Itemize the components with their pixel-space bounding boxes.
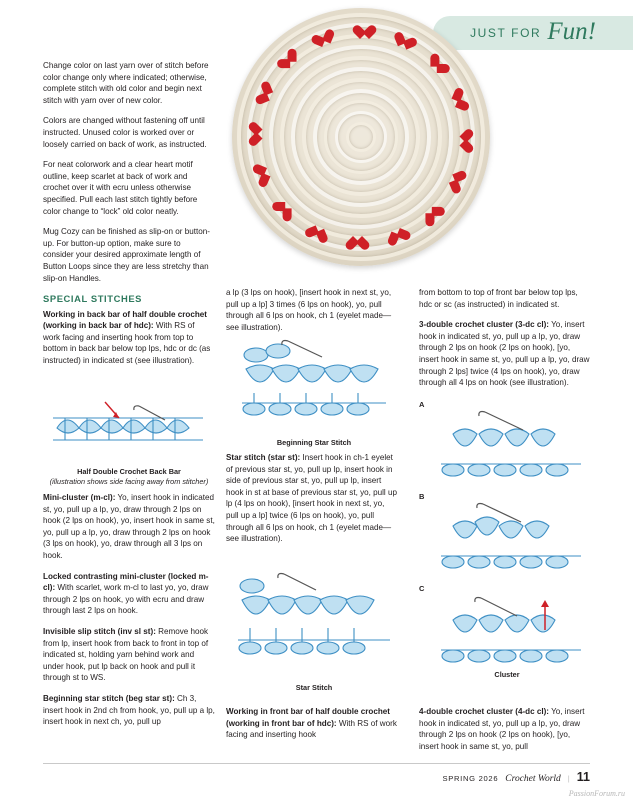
stitch-invisible-slip bbox=[43, 626, 215, 684]
heart-motif bbox=[391, 224, 412, 244]
stitch-locked-mini-cluster-title: Locked contrasting mini-cluster (locked m-cl): bbox=[43, 571, 209, 593]
stitch-4dc-cluster bbox=[419, 706, 591, 752]
heart-motif bbox=[276, 53, 298, 75]
footer-separator: | bbox=[567, 774, 570, 783]
crochet-hook-glyph bbox=[479, 412, 523, 431]
heart-motif bbox=[276, 200, 298, 222]
figure-hdc-caption-main: Half Double Crochet Back Bar bbox=[77, 467, 181, 476]
heart-motif-ring bbox=[232, 8, 490, 266]
figure-star-caption: Star Stitch bbox=[295, 683, 333, 692]
heart-motif bbox=[391, 31, 412, 51]
col1-para-2: Colors are changed without fastening off until instructed. Unused color is worked over or loosely carried on back of work, as instructed. bbox=[43, 116, 207, 149]
page-number: 11 bbox=[576, 770, 590, 784]
footer-magazine-title: Crochet World bbox=[505, 774, 561, 784]
stitch-mini-cluster bbox=[43, 492, 215, 562]
figure-hdc-caption-sub: (illustration shows side facing away from stitcher) bbox=[49, 476, 209, 486]
stitch-beg-star bbox=[43, 693, 215, 728]
heart-motif bbox=[255, 167, 275, 188]
stitch-4dc-cluster-title: 4-double crochet cluster (4-dc cl): bbox=[419, 707, 549, 716]
stitch-beg-star-body: Ch 3, insert hook in 2nd ch from hook, yo, pull up a lp, insert hook in next ch, yo, pull up bbox=[43, 693, 215, 727]
col3-para-1: from bottom to top of front bar below top lps, hdc or sc (as instructed) in indicated st. bbox=[419, 288, 578, 309]
footer-divider bbox=[43, 763, 590, 764]
crochet-hook-glyph bbox=[475, 598, 517, 617]
stitch-hdc-backbar bbox=[43, 309, 213, 367]
stitch-hdc-backbar-title: Working in back bar of half double crochet (working in back bar of hdc): bbox=[43, 309, 207, 331]
col2-para-1: a lp (3 lps on hook), [insert hook in next st, yo, pull up a lp] 3 times (6 lps on hook), yo, pull through all 6 lps on hook, ch 1 (eyelet made—see illustration). bbox=[226, 288, 392, 332]
figure-star-stitch bbox=[226, 568, 402, 692]
stitch-star-title: Star stitch (star st): bbox=[226, 453, 301, 462]
stitch-front-bar-hdc-title: Working in front bar of half double crochet (working in front bar of hdc): bbox=[226, 707, 390, 728]
stitch-mini-cluster-body: Yo, insert hook in indicated st, yo, pull up a lp, yo, draw through 2 lps on hook (2 lps on hook), yo, insert hook in same st, yo, pull up a lp, yo, draw through 2 lps on hook (3 lps on hook), yo, draw through all 3 lps on hook. bbox=[43, 493, 215, 560]
footer-issue: SPRING 2026 bbox=[442, 774, 499, 783]
column-left-lower bbox=[43, 492, 215, 737]
cluster-step-b-illustration bbox=[425, 500, 595, 574]
stitch-3dc-cluster bbox=[419, 319, 591, 389]
col1-para-1: Change color on last yarn over of stitch before color change only where indicated; otherwise, complete stitch with old color and begin next stitch with yarn over of new color. bbox=[43, 61, 209, 105]
stitch-invisible-slip-body: Remove hook from lp, insert hook from back to front in top of indicated st, holding yarn behind work and under hook, put lp back on hook and pull it through st to WS. bbox=[43, 626, 209, 683]
figure-beginning-star-stitch bbox=[226, 335, 402, 447]
heart-motif bbox=[353, 26, 369, 41]
heart-motif bbox=[424, 53, 446, 75]
banner-word: Fun! bbox=[547, 17, 596, 45]
stitch-locked-mini-cluster-body: With scarlet, work m-cl to last yo, yo, draw through 2 lps on hook, yo with ecru and draw through last 2 lps on hook. bbox=[43, 583, 209, 616]
stitch-3dc-cluster-body: Yo, insert hook in indicated st, yo, pull up a lp, yo, draw through 2 lps on hook (2 lps on hook), [yo, insert hook in same st, yo, pull up a lp, yo, draw through 2 lps] twice (4 lps on hook), yo, draw through all 4 lps on hook (see illustration). bbox=[419, 320, 590, 388]
heart-motif bbox=[255, 87, 275, 108]
stitch-mini-cluster-title: Mini-cluster (m-cl): bbox=[43, 493, 116, 502]
figure-hdc-caption bbox=[43, 467, 215, 486]
stitch-front-bar-hdc bbox=[226, 706, 398, 741]
heart-motif bbox=[250, 130, 265, 146]
crochet-hook-glyph bbox=[278, 574, 316, 591]
figure-cluster bbox=[419, 400, 595, 682]
banner-kicker: JUST FOR bbox=[470, 26, 542, 40]
cluster-step-a-illustration bbox=[425, 408, 595, 482]
column-middle-bottom bbox=[226, 706, 398, 750]
stitch-hdc-backbar-body: With RS of work facing and inserting hook from top to bottom in back bar below top lps, hdc or dc (as instructed) in indicated st (see illustration). bbox=[43, 321, 211, 366]
heart-motif bbox=[311, 31, 332, 51]
beginning-star-stitch-illustration bbox=[226, 335, 402, 431]
project-photo bbox=[232, 8, 494, 270]
star-stitch-illustration bbox=[226, 568, 402, 676]
stitch-star-body: Insert hook in ch-1 eyelet of previous star st, yo, pull up lp, insert hook in side of previous star st, yo, pull up lp, insert hook in st at base of previous star st, yo, pull up lp (4 lps on hook), [insert hook in next st, yo, pull up a lp] twice (6 lps on hook), yo, pull through all 6 lps on hook, ch 1 (eyelet made—see illustration). bbox=[226, 453, 397, 544]
stitch-invisible-slip-title: Invisible slip stitch (inv sl st): bbox=[43, 626, 156, 636]
page-footer bbox=[442, 770, 590, 784]
figure-hdc-back-bar bbox=[43, 398, 215, 486]
stitch-locked-mini-cluster bbox=[43, 571, 215, 617]
heart-motif bbox=[353, 234, 369, 249]
figure-beg-star-caption: Beginning Star Stitch bbox=[276, 438, 352, 447]
heart-motif bbox=[447, 87, 467, 108]
heart-motif bbox=[447, 167, 467, 188]
column-right-bottom bbox=[419, 706, 591, 761]
figure-cluster-label-a: A bbox=[419, 400, 425, 409]
hdc-back-bar-illustration bbox=[43, 398, 215, 460]
watermark: PassionForum.ru bbox=[568, 789, 625, 798]
cluster-step-c-illustration bbox=[425, 592, 595, 668]
heart-motif bbox=[311, 224, 332, 244]
stitch-front-bar-hdc-body: With RS of work facing and inserting hook bbox=[226, 718, 397, 740]
column-middle-lower bbox=[226, 452, 398, 554]
col1-para-3: For neat colorwork and a clear heart motif outline, keep scarlet at back of work and crochet over it with ecru unless otherwise specified. Pull each last stitch tightly before color change to “lock” old color neatly. bbox=[43, 160, 198, 216]
stitch-star bbox=[226, 452, 398, 545]
column-left bbox=[43, 60, 213, 376]
figure-cluster-label-c: C bbox=[419, 584, 425, 593]
column-right bbox=[419, 287, 591, 398]
col1-para-4: Mug Cozy can be finished as slip-on or button-up. For button-up option, make sure to consider your desired approximate length of Button Loops since they are less stretchy than slip-on Handles. bbox=[43, 227, 210, 283]
heart-motif bbox=[458, 130, 473, 146]
figure-cluster-caption: Cluster bbox=[494, 670, 520, 679]
special-stitches-heading: SPECIAL STITCHES bbox=[43, 293, 143, 305]
stitch-beg-star-title: Beginning star stitch (beg star st): bbox=[43, 693, 175, 703]
stitch-3dc-cluster-title: 3-double crochet cluster (3-dc cl): bbox=[419, 320, 549, 330]
hdc-insertion-arrow bbox=[105, 402, 119, 418]
heart-motif bbox=[424, 200, 446, 222]
stitch-4dc-cluster-body: Yo, insert hook in indicated st, yo, pull up a lp, yo, draw through 2 lps on hook (2 lps on hook), [yo, insert hook in same st, yo, pull bbox=[419, 707, 585, 751]
figure-cluster-label-b: B bbox=[419, 492, 425, 501]
crochet-mug-cozy-disc bbox=[232, 8, 490, 266]
